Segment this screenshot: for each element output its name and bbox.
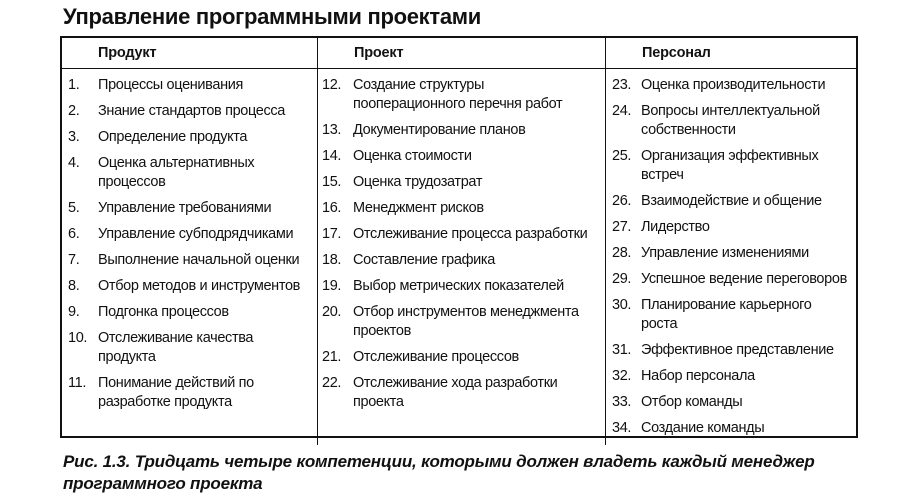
- item-text: Определение продукта: [98, 129, 248, 145]
- item-number: 18.: [322, 252, 342, 268]
- item-number: 21.: [322, 349, 342, 365]
- item-number: 14.: [322, 148, 342, 164]
- list-item: [318, 147, 605, 166]
- list-item: [606, 147, 856, 185]
- item-text: Знание стандартов процесса: [98, 103, 286, 119]
- item-number: 22.: [322, 375, 342, 391]
- item-text: Оценка трудозатрат: [353, 174, 483, 190]
- item-text: Вопросы интеллектуальной собственности: [641, 103, 820, 138]
- item-text: Выполнение начальной оценки: [98, 252, 300, 268]
- item-number: 10.: [68, 330, 88, 346]
- list-item: [606, 296, 856, 334]
- list-item: [62, 303, 317, 322]
- item-number: 15.: [322, 174, 342, 190]
- list-item: [62, 251, 317, 270]
- item-number: 34.: [612, 420, 632, 436]
- item-text: Создание структуры пооперационного перечня работ: [353, 77, 563, 112]
- item-text: Оценка стоимости: [353, 148, 472, 164]
- list-item: [62, 225, 317, 244]
- item-text: Управление изменениями: [641, 245, 809, 261]
- item-text: Оценка альтернативных процессов: [98, 155, 255, 190]
- item-text: Набор персонала: [641, 368, 755, 384]
- column-header: Персонал: [606, 38, 856, 69]
- competency-list: [606, 69, 856, 438]
- item-number: 17.: [322, 226, 342, 242]
- item-number: 28.: [612, 245, 632, 261]
- item-number: 24.: [612, 103, 632, 119]
- column-staff: [605, 38, 856, 445]
- item-text: Отбор команды: [641, 394, 743, 410]
- list-item: [318, 277, 605, 296]
- list-item: [318, 303, 605, 341]
- list-item: [62, 374, 317, 412]
- item-number: 6.: [68, 226, 80, 242]
- competency-list: [318, 69, 605, 412]
- item-number: 32.: [612, 368, 632, 384]
- item-text: Менеджмент рисков: [353, 200, 484, 216]
- column-header: Продукт: [62, 38, 317, 69]
- item-number: 19.: [322, 278, 342, 294]
- item-text: Организация эффективных встреч: [641, 148, 819, 183]
- item-number: 2.: [68, 103, 80, 119]
- competency-list: [62, 69, 317, 412]
- competencies-table: [60, 36, 858, 438]
- item-text: Выбор метрических показателей: [353, 278, 564, 294]
- list-item: [318, 374, 605, 412]
- item-text: Отслеживание хода разработки проекта: [353, 375, 558, 410]
- column-header: Проект: [318, 38, 605, 69]
- item-text: Составление графика: [353, 252, 495, 268]
- item-number: 26.: [612, 193, 632, 209]
- item-text: Документирование планов: [353, 122, 526, 138]
- list-item: [62, 329, 317, 367]
- list-item: [62, 277, 317, 296]
- list-item: [318, 173, 605, 192]
- item-number: 16.: [322, 200, 342, 216]
- list-item: [62, 102, 317, 121]
- item-text: Управление требованиями: [98, 200, 272, 216]
- item-number: 33.: [612, 394, 632, 410]
- list-item: [606, 102, 856, 140]
- list-item: [606, 419, 856, 438]
- list-item: [318, 251, 605, 270]
- column-project: [317, 38, 605, 445]
- item-number: 4.: [68, 155, 80, 171]
- item-number: 27.: [612, 219, 632, 235]
- item-text: Понимание действий по разработке продукта: [98, 375, 254, 410]
- list-item: [606, 76, 856, 95]
- list-item: [62, 76, 317, 95]
- list-item: [318, 225, 605, 244]
- list-item: [62, 199, 317, 218]
- list-item: [606, 192, 856, 211]
- item-text: Отслеживание процесса разработки: [353, 226, 588, 242]
- item-text: Эффективное представление: [641, 342, 834, 358]
- item-text: Управление субподрядчиками: [98, 226, 294, 242]
- list-item: [606, 244, 856, 263]
- item-text: Отслеживание качества продукта: [98, 330, 254, 365]
- item-number: 25.: [612, 148, 632, 164]
- list-item: [606, 367, 856, 386]
- list-item: [318, 199, 605, 218]
- list-item: [606, 341, 856, 360]
- item-text: Взаимодействие и общение: [641, 193, 822, 209]
- list-item: [318, 76, 605, 114]
- item-number: 29.: [612, 271, 632, 287]
- item-text: Лидерство: [641, 219, 710, 235]
- list-item: [606, 270, 856, 289]
- item-text: Отбор методов и инструментов: [98, 278, 301, 294]
- list-item: [606, 393, 856, 412]
- item-text: Создание команды: [641, 420, 765, 436]
- item-number: 11.: [68, 375, 87, 391]
- figure-caption: Рис. 1.3. Тридцать четыре компетенции, которыми должен владеть каждый менеджер программного проекта: [63, 452, 815, 493]
- list-item: [606, 218, 856, 237]
- item-text: Успешное ведение переговоров: [641, 271, 847, 287]
- item-number: 8.: [68, 278, 80, 294]
- item-number: 5.: [68, 200, 80, 216]
- item-text: Отслеживание процессов: [353, 349, 519, 365]
- column-product: [62, 38, 317, 445]
- item-number: 23.: [612, 77, 632, 93]
- list-item: [318, 121, 605, 140]
- item-number: 30.: [612, 297, 632, 313]
- item-text: Отбор инструментов менеджмента проектов: [353, 304, 579, 339]
- item-number: 9.: [68, 304, 80, 320]
- list-item: [318, 348, 605, 367]
- item-text: Процессы оценивания: [98, 77, 243, 93]
- item-number: 1.: [68, 77, 80, 93]
- item-number: 13.: [322, 122, 342, 138]
- item-text: Оценка производительности: [641, 77, 826, 93]
- item-number: 3.: [68, 129, 80, 145]
- item-text: Подгонка процессов: [98, 304, 229, 320]
- list-item: [62, 154, 317, 192]
- item-number: 12.: [322, 77, 342, 93]
- item-number: 31.: [612, 342, 632, 358]
- item-text: Планирование карьерного роста: [641, 297, 812, 332]
- list-item: [62, 128, 317, 147]
- item-number: 7.: [68, 252, 80, 268]
- page-title: Управление программными проектами: [63, 4, 481, 29]
- item-number: 20.: [322, 304, 342, 320]
